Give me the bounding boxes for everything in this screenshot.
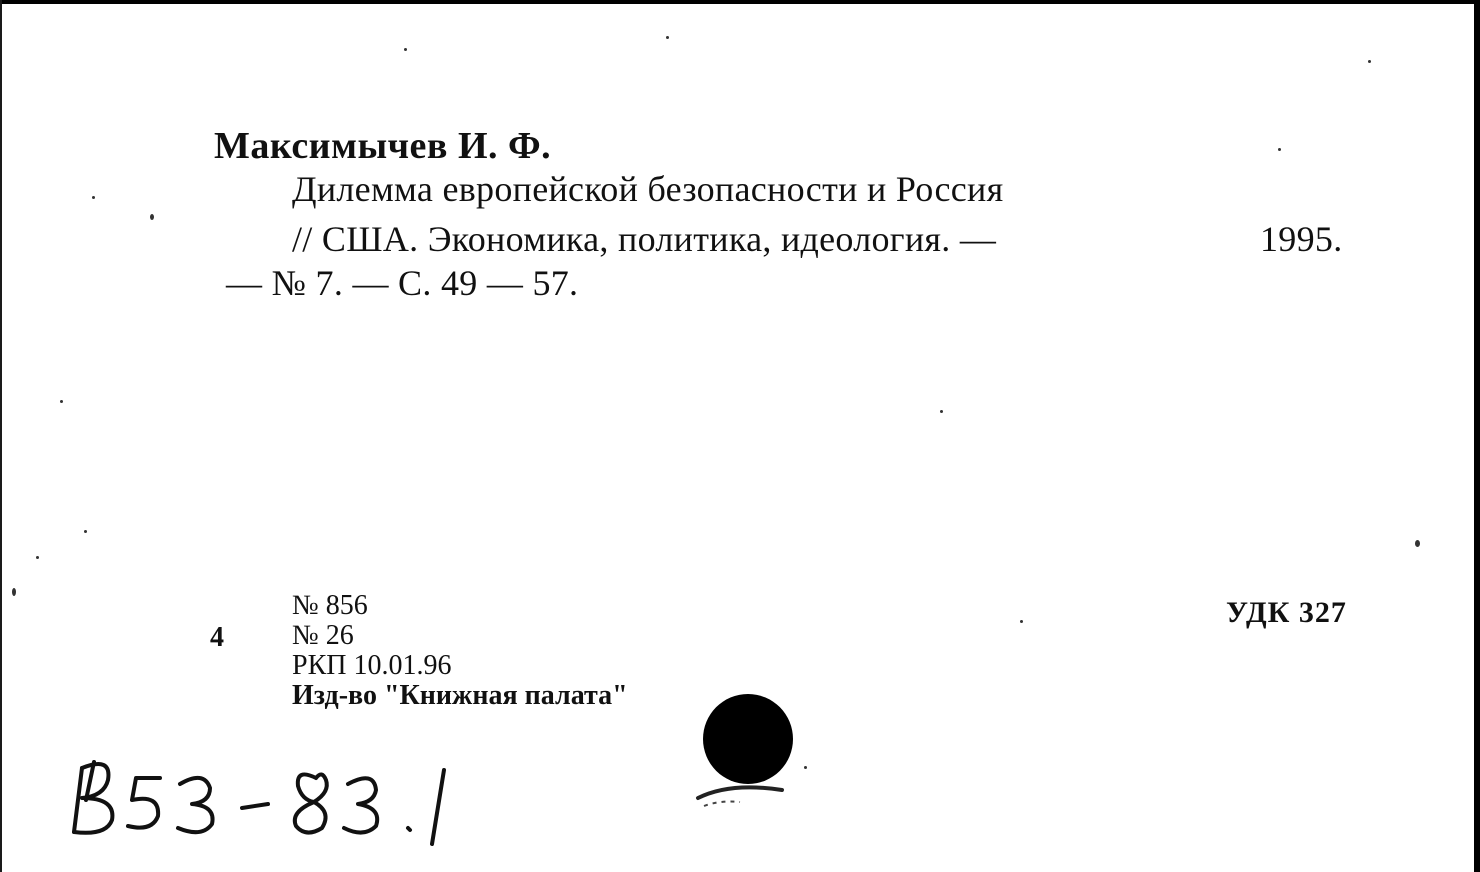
scan-speck — [92, 196, 95, 199]
ink-smudge — [690, 776, 810, 816]
scan-speck — [940, 410, 943, 413]
author-name: Максимычев И. Ф. — [214, 125, 552, 167]
scan-speck — [150, 214, 154, 220]
imprint-number: № 856 — [292, 590, 368, 621]
imprint-publisher: Изд-во "Книжная палата" — [292, 680, 628, 711]
scan-speck — [666, 36, 669, 39]
scan-speck — [60, 400, 63, 403]
scan-speck — [1415, 540, 1420, 547]
scan-speck — [404, 48, 407, 51]
card-left-edge — [0, 0, 2, 872]
scan-speck — [12, 588, 16, 596]
udk-code: УДК 327 — [1226, 596, 1347, 629]
scan-speck — [1368, 60, 1371, 63]
card-right-edge — [1474, 0, 1480, 872]
card-top-edge — [0, 0, 1480, 4]
scan-speck — [84, 530, 87, 533]
scan-speck — [1278, 148, 1281, 151]
title-line-3: — № 7. — С. 49 — 57. — [226, 263, 579, 303]
scan-speck — [36, 556, 39, 559]
publication-year: 1995. — [1260, 219, 1343, 259]
handwritten-shelfmark — [64, 740, 494, 850]
scan-speck — [1020, 620, 1023, 623]
title-line-2: // США. Экономика, политика, идеология. — — [292, 219, 997, 259]
imprint-rkp: РКП 10.01.96 — [292, 650, 452, 681]
copies-count: 4 — [210, 622, 224, 653]
imprint-issue: № 26 — [292, 620, 354, 651]
scan-speck — [804, 766, 807, 769]
punch-hole — [703, 694, 793, 784]
title-line-1: Дилемма европейской безопасности и Россия — [292, 169, 1004, 209]
